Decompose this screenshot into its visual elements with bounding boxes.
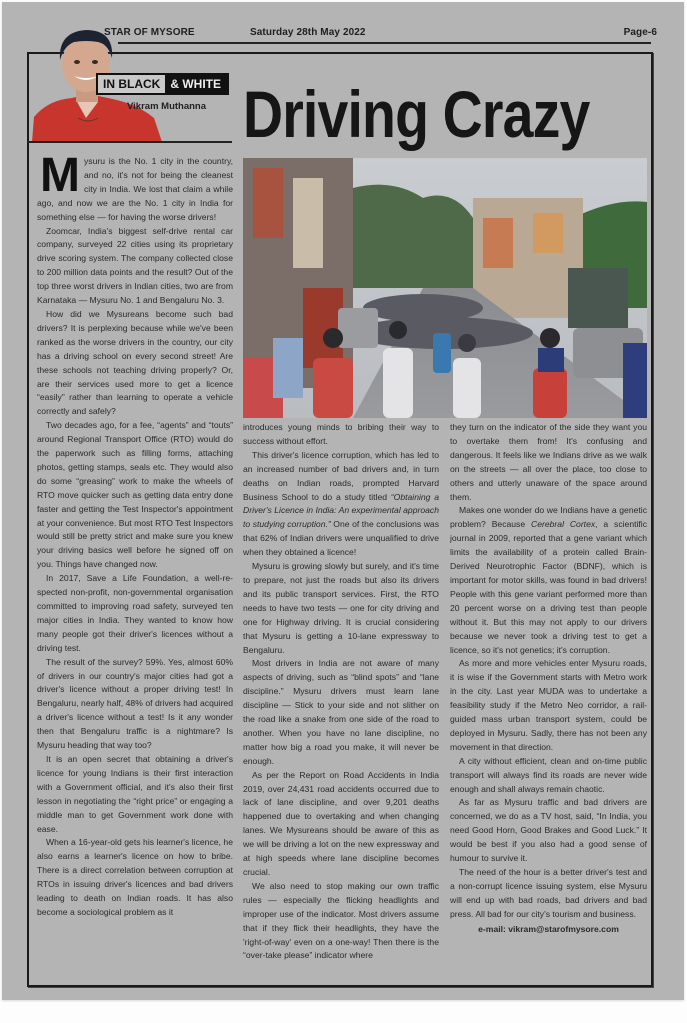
- article-paragraph: In 2017, Save a Life Foundation, a well-respected non-profit, non-governmental organisation committed to improving road safety, surveyed ten major cities in India. They wanted to know how many people got their driver's licences without a driving test.: [37, 573, 233, 653]
- paragraph-text: Makes one wonder do we Indians have a genetic problem? Because: [450, 505, 647, 530]
- article-paragraph: When a 16-year-old gets his learner's licence, he also earns a learner's licence on how to bribe. There is a direct correlation between corruption at RTOs in issuing driver's licences and bad drivers leading to death on Indian roads. It has also become a sociological problem as it: [37, 837, 233, 917]
- author-email-link[interactable]: e-mail: vikram@starofmysore.com: [478, 923, 619, 934]
- traffic-photo-image: [243, 158, 647, 418]
- article-paragraph: A city without efficient, clean and on-time public transport will always find its roads are never wide enough and shall always remain chaotic.: [450, 755, 647, 794]
- article-column-left: [37, 149, 233, 920]
- paragraph-text: , a scientific journal in 2009, reported that a gene variant which limits the availability of a protein called Brain-Derived Neurotrophic Factor (BDNF), which is important for motor skills, was found in bad drivers! People with this gene variant performed more than 20 percent worse on a driving test than people without it. But this may not apply to our drivers because we never took a driving test to get a licence, so it's not genetics; it's corruption.: [450, 519, 648, 655]
- article-paragraph: We also need to stop making our own traffic rules — especially the flicking headlights and improper use of the indicator. Most drivers assume that if they flick their headlights, they have the 'right-of-way' even on a one-way! Then there is the “over-take please” indicator where: [243, 880, 439, 961]
- article-column-right: [450, 421, 647, 937]
- article-paragraph: Zoomcar, India's biggest self-drive rental car company, surveyed 22 cities using its proprietary drive scoring system. The company collected close to 200 million data points and the result? Out of the top three worst drivers in Indian cities, two are from Karnataka — Mysuru No. 1 and Bengaluru No. 3.: [37, 225, 233, 306]
- article-paragraph: Two decades ago, for a fee, “agents” and “touts” around Regional Transport Office (RTO) would do the paperwork such as filling forms, attaching photos, getting stamps, seals etc. They would also do some “greasing” work to make the wheels of RTO move quicker such as getting data entry done faster and getting the Test Inspector's appointment at your convenience. But most RTO Test Inspectors would still be pretty strict and make sure you knew your driving basics well before he signed off on you. Things have changed now.: [37, 420, 233, 570]
- article-paragraph: As more and more vehicles enter Mysuru roads, it is wise if the Government starts with Metro work in the city. Last year MUDA was to undertake a feasibility study if the Metro Neo corridor, a rail-guided mass urban transport system, could be deployed in Mysuru. Sadly, there has not been any movement in that direction.: [450, 658, 647, 752]
- journal-name: Cerebral Cortex: [531, 519, 596, 530]
- column-tag-part1: IN BLACK: [98, 75, 165, 93]
- article-paragraph: they turn on the indicator of the side they want you to overtake them from! It's confusing and dangerous. It feels like we Indians drive as we walk on the streets — all over the place, too close to others and utterly unaware of the space around them.: [450, 422, 647, 502]
- article-paragraph: Mysuru is growing slowly but surely, and it's time to prepare, not just the roads but also its drivers and its public transport services. First, the RTO needs to have two tests — one for city driving and one for Highway driving. It is crucial considering that Mysuru is getting a 10-lane expressway to Bengaluru.: [243, 561, 439, 655]
- article-paragraph: How did we Mysureans become such bad drivers? It is perplexing because while we've been ranked as the worse drivers in the country, our city has a driving school on every second street! Are these schools not teaching driving properly? Or, are their services used more to get a licence “easily” rather than learning to operate a vehicle correctly and safely?: [37, 308, 233, 417]
- study-title: “Obtaining a Driver's Licence in India: An experimental approach to studying corruption.”: [243, 491, 440, 530]
- article-paragraph: As per the Report on Road Accidents in India 2019, over 24,431 road accidents occurred due to lack of lane discipline, and over 9,201 deaths happened due to overtaking and when changing lanes. We Mysureans should be aware of this as we will be driving a lot on the new expressway and at high speeds where lane discipline becomes crucial.: [243, 769, 439, 877]
- byline-rule: [27, 141, 232, 143]
- page-number: Page-6: [623, 27, 657, 38]
- article-paragraph: Most drivers in India are not aware of many aspects of driving, such as “blind spots” and “lane discipline.” Mysuru drivers must learn lane discipline — Stick to your side and not slither on the road like a snake from one side of the road to another. When you have no lane discipline, no matter how big a road you make, it will never be enough.: [243, 658, 439, 766]
- article-paragraph: The result of the survey? 59%. Yes, almost 60% of drivers in our country's major cities had got a driver's licence without a proper driving test! In Bengaluru, nearly half, 48% of drivers had acquired a driver's licence without a test! Is it any wonder then that Bengaluru traffic is a nightmare? Is Mysuru heading that way too?: [37, 656, 233, 751]
- headline: Driving Crazy: [243, 77, 590, 151]
- paragraph-text: One of the conclusions was that 62% of Indian drivers were unqualified to drive when they obtained a licence!: [243, 519, 439, 558]
- masthead-rule: [118, 42, 651, 44]
- paragraph-text: ysuru is the No. 1 city in the country, and no, it's not for being the cleanest city in India. We lost that claim a while ago, and now we are the No. 1 city in India for something else — for having the worse drivers!: [37, 156, 233, 222]
- paragraph-text: This driver's licence corruption, which has led to an increased number of bad drivers and, in turn deaths on Indian roads, prompted Harvard Business School to do a study titled: [243, 449, 439, 502]
- column-tag-part2: & WHITE: [170, 77, 221, 91]
- issue-date: Saturday 28th May 2022: [250, 27, 366, 38]
- article-paragraph: It is an open secret that obtaining a driver's licence for young Indians is their first interaction with a Government official, and it's also their first lesson in negotiating the “right price” or engaging a middle man to get Government work done with ease.: [37, 753, 233, 834]
- drop-cap: M: [40, 149, 80, 202]
- column-tag: [96, 73, 229, 95]
- article-paragraph: [450, 504, 647, 657]
- article-paragraph: The need of the hour is a better driver's test and a non-corrupt licence issuing system, else Mysuru will end up with bad roads, bad drivers and bad press. All bad for our city's tourism and business.: [450, 867, 647, 919]
- author-byline: Vikram Muthanna: [127, 101, 207, 112]
- article-paragraph: [243, 449, 439, 560]
- article-paragraph: As far as Mysuru traffic and bad drivers are concerned, we do as a TV host, said, “In India, you need Good Horn, Good Brakes and Good Luck.” It would be best if you also had a good sense of humour to survive it.: [450, 797, 647, 864]
- newspaper-name: STAR OF MYSORE: [104, 27, 195, 38]
- article-column-middle: [243, 421, 439, 963]
- article-paragraph: [37, 149, 233, 225]
- article-paragraph: introduces young minds to bribing their way to success without effort.: [243, 422, 439, 446]
